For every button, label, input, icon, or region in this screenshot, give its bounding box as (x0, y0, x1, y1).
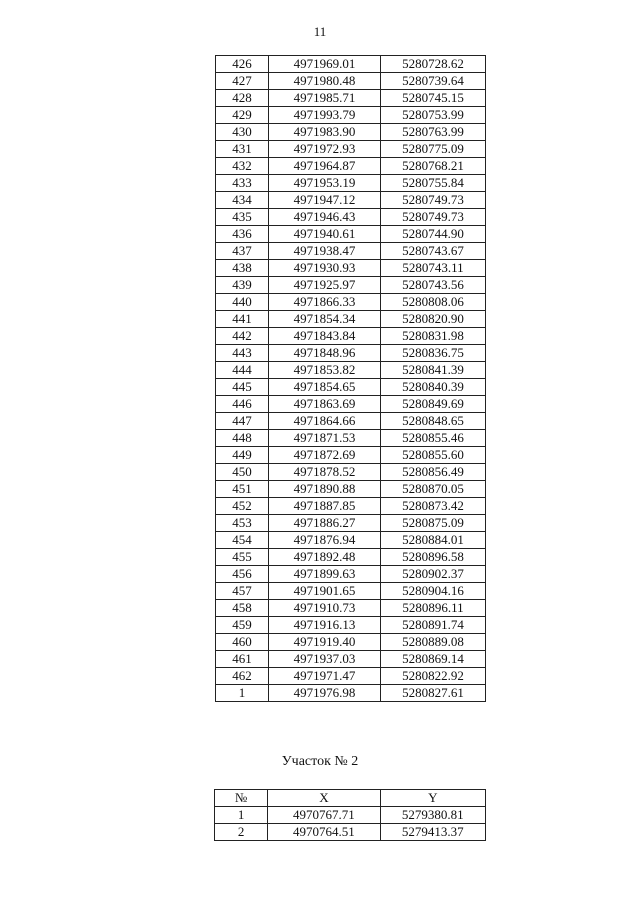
point-number: 454 (216, 532, 269, 549)
table-row (216, 651, 486, 668)
coord-y: 5280856.49 (381, 464, 486, 481)
table-row (216, 192, 486, 209)
coord-x: 4971863.69 (269, 396, 381, 413)
coord-y: 5280822.92 (381, 668, 486, 685)
table-row (216, 685, 486, 702)
point-number: 2 (215, 824, 268, 841)
coord-x: 4971971.47 (269, 668, 381, 685)
coord-y: 5280855.60 (381, 447, 486, 464)
coord-y: 5280728.62 (381, 56, 486, 73)
table-row (216, 311, 486, 328)
table-header-row (215, 790, 486, 807)
coord-x: 4971916.13 (269, 617, 381, 634)
table-row (216, 430, 486, 447)
point-number: 446 (216, 396, 269, 413)
header-x: X (268, 790, 380, 807)
coord-y: 5280749.73 (381, 192, 486, 209)
coord-y: 5280755.84 (381, 175, 486, 192)
table-row (216, 396, 486, 413)
coord-y: 5280739.64 (381, 73, 486, 90)
table-row (216, 175, 486, 192)
coord-y: 5280904.16 (381, 583, 486, 600)
table-row (216, 549, 486, 566)
coord-x: 4971886.27 (269, 515, 381, 532)
section-title: Участок № 2 (281, 754, 359, 769)
table-row (216, 413, 486, 430)
coord-y: 5280889.08 (381, 634, 486, 651)
table-row (216, 583, 486, 600)
coord-x: 4971983.90 (269, 124, 381, 141)
point-number: 445 (216, 379, 269, 396)
point-number: 462 (216, 668, 269, 685)
coordinates-table-body (216, 56, 486, 702)
coord-x: 4971854.65 (269, 379, 381, 396)
table-row (216, 379, 486, 396)
point-number: 440 (216, 294, 269, 311)
coord-y: 5280896.58 (381, 549, 486, 566)
table-row (215, 807, 486, 824)
point-number: 448 (216, 430, 269, 447)
coord-y: 5280869.14 (381, 651, 486, 668)
coord-y: 5280820.90 (381, 311, 486, 328)
point-number: 455 (216, 549, 269, 566)
coord-y: 5280745.15 (381, 90, 486, 107)
coord-y: 5280873.42 (381, 498, 486, 515)
point-number: 434 (216, 192, 269, 209)
coord-x: 4971972.93 (269, 141, 381, 158)
coord-y: 5280891.74 (381, 617, 486, 634)
point-number: 1 (216, 685, 269, 702)
table-row (216, 668, 486, 685)
coord-y: 5280840.39 (381, 379, 486, 396)
coord-x: 4971878.52 (269, 464, 381, 481)
coord-x: 4971925.97 (269, 277, 381, 294)
table-row (216, 566, 486, 583)
coord-x: 4971843.84 (269, 328, 381, 345)
coord-y: 5280763.99 (381, 124, 486, 141)
coord-y: 5280884.01 (381, 532, 486, 549)
coord-x: 4971864.66 (269, 413, 381, 430)
coord-y: 5280768.21 (381, 158, 486, 175)
table-row (216, 345, 486, 362)
point-number: 447 (216, 413, 269, 430)
coord-x: 4971872.69 (269, 447, 381, 464)
coord-x: 4971866.33 (269, 294, 381, 311)
coordinates-table-section-1 (215, 55, 486, 702)
coord-x: 4971899.63 (269, 566, 381, 583)
coord-x: 4971910.73 (269, 600, 381, 617)
header-number: № (215, 790, 268, 807)
coord-y: 5280841.39 (381, 362, 486, 379)
table-row (216, 294, 486, 311)
table-row (216, 141, 486, 158)
point-number: 442 (216, 328, 269, 345)
point-number: 437 (216, 243, 269, 260)
coord-x: 4971848.96 (269, 345, 381, 362)
point-number: 438 (216, 260, 269, 277)
point-number: 456 (216, 566, 269, 583)
coord-y: 5280902.37 (381, 566, 486, 583)
coord-y: 5280808.06 (381, 294, 486, 311)
coord-x: 4971854.34 (269, 311, 381, 328)
coord-x: 4971853.82 (269, 362, 381, 379)
coord-x: 4970764.51 (268, 824, 380, 841)
table-row (216, 617, 486, 634)
coord-x: 4971953.19 (269, 175, 381, 192)
table-row (216, 158, 486, 175)
point-number: 461 (216, 651, 269, 668)
coord-y: 5280849.69 (381, 396, 486, 413)
table-row (216, 515, 486, 532)
coord-y: 5280775.09 (381, 141, 486, 158)
coord-y: 5280749.73 (381, 209, 486, 226)
table-row (216, 532, 486, 549)
coord-x: 4971887.85 (269, 498, 381, 515)
table-row (216, 260, 486, 277)
table-row (216, 277, 486, 294)
coord-x: 4971919.40 (269, 634, 381, 651)
coord-y: 5280855.46 (381, 430, 486, 447)
coord-x: 4971947.12 (269, 192, 381, 209)
coord-y: 5279413.37 (380, 824, 485, 841)
header-y: Y (380, 790, 485, 807)
point-number: 433 (216, 175, 269, 192)
coord-x: 4971930.93 (269, 260, 381, 277)
table-row (215, 824, 486, 841)
table-row (216, 328, 486, 345)
coord-y: 5280743.11 (381, 260, 486, 277)
point-number: 453 (216, 515, 269, 532)
coord-y: 5280875.09 (381, 515, 486, 532)
coord-y: 5280743.67 (381, 243, 486, 260)
coord-x: 4971980.48 (269, 73, 381, 90)
coord-x: 4971940.61 (269, 226, 381, 243)
point-number: 457 (216, 583, 269, 600)
coord-y: 5280753.99 (381, 107, 486, 124)
table-row (216, 243, 486, 260)
point-number: 459 (216, 617, 269, 634)
point-number: 432 (216, 158, 269, 175)
point-number: 428 (216, 90, 269, 107)
coord-y: 5279380.81 (380, 807, 485, 824)
table-row (216, 226, 486, 243)
table-row (216, 447, 486, 464)
coord-y: 5280744.90 (381, 226, 486, 243)
point-number: 444 (216, 362, 269, 379)
coord-x: 4971901.65 (269, 583, 381, 600)
coord-y: 5280848.65 (381, 413, 486, 430)
point-number: 431 (216, 141, 269, 158)
coord-y: 5280743.56 (381, 277, 486, 294)
table-row (216, 634, 486, 651)
point-number: 460 (216, 634, 269, 651)
coord-x: 4971890.88 (269, 481, 381, 498)
coord-x: 4971876.94 (269, 532, 381, 549)
table-row (216, 90, 486, 107)
coord-x: 4971993.79 (269, 107, 381, 124)
coord-x: 4971937.03 (269, 651, 381, 668)
table-row (216, 73, 486, 90)
table-row (216, 56, 486, 73)
point-number: 439 (216, 277, 269, 294)
coord-x: 4971938.47 (269, 243, 381, 260)
point-number: 450 (216, 464, 269, 481)
point-number: 451 (216, 481, 269, 498)
table-row (216, 600, 486, 617)
page-number: 11 (313, 24, 327, 39)
coord-x: 4971871.53 (269, 430, 381, 447)
point-number: 426 (216, 56, 269, 73)
table-row (216, 209, 486, 226)
coord-x: 4971985.71 (269, 90, 381, 107)
coord-x: 4970767.71 (268, 807, 380, 824)
point-number: 1 (215, 807, 268, 824)
point-number: 427 (216, 73, 269, 90)
coordinates-table-section-2 (214, 789, 486, 841)
coord-x: 4971892.48 (269, 549, 381, 566)
table-row (216, 362, 486, 379)
point-number: 441 (216, 311, 269, 328)
table-row (216, 498, 486, 515)
coord-x: 4971969.01 (269, 56, 381, 73)
coord-y: 5280831.98 (381, 328, 486, 345)
point-number: 435 (216, 209, 269, 226)
point-number: 429 (216, 107, 269, 124)
point-number: 436 (216, 226, 269, 243)
point-number: 449 (216, 447, 269, 464)
table-row (216, 481, 486, 498)
table-row (216, 464, 486, 481)
point-number: 443 (216, 345, 269, 362)
coordinates-table-body (215, 807, 486, 841)
coord-y: 5280836.75 (381, 345, 486, 362)
coord-x: 4971976.98 (269, 685, 381, 702)
table-row (216, 124, 486, 141)
point-number: 458 (216, 600, 269, 617)
coord-x: 4971964.87 (269, 158, 381, 175)
point-number: 452 (216, 498, 269, 515)
point-number: 430 (216, 124, 269, 141)
coord-x: 4971946.43 (269, 209, 381, 226)
table-row (216, 107, 486, 124)
coord-y: 5280827.61 (381, 685, 486, 702)
coord-y: 5280896.11 (381, 600, 486, 617)
coord-y: 5280870.05 (381, 481, 486, 498)
